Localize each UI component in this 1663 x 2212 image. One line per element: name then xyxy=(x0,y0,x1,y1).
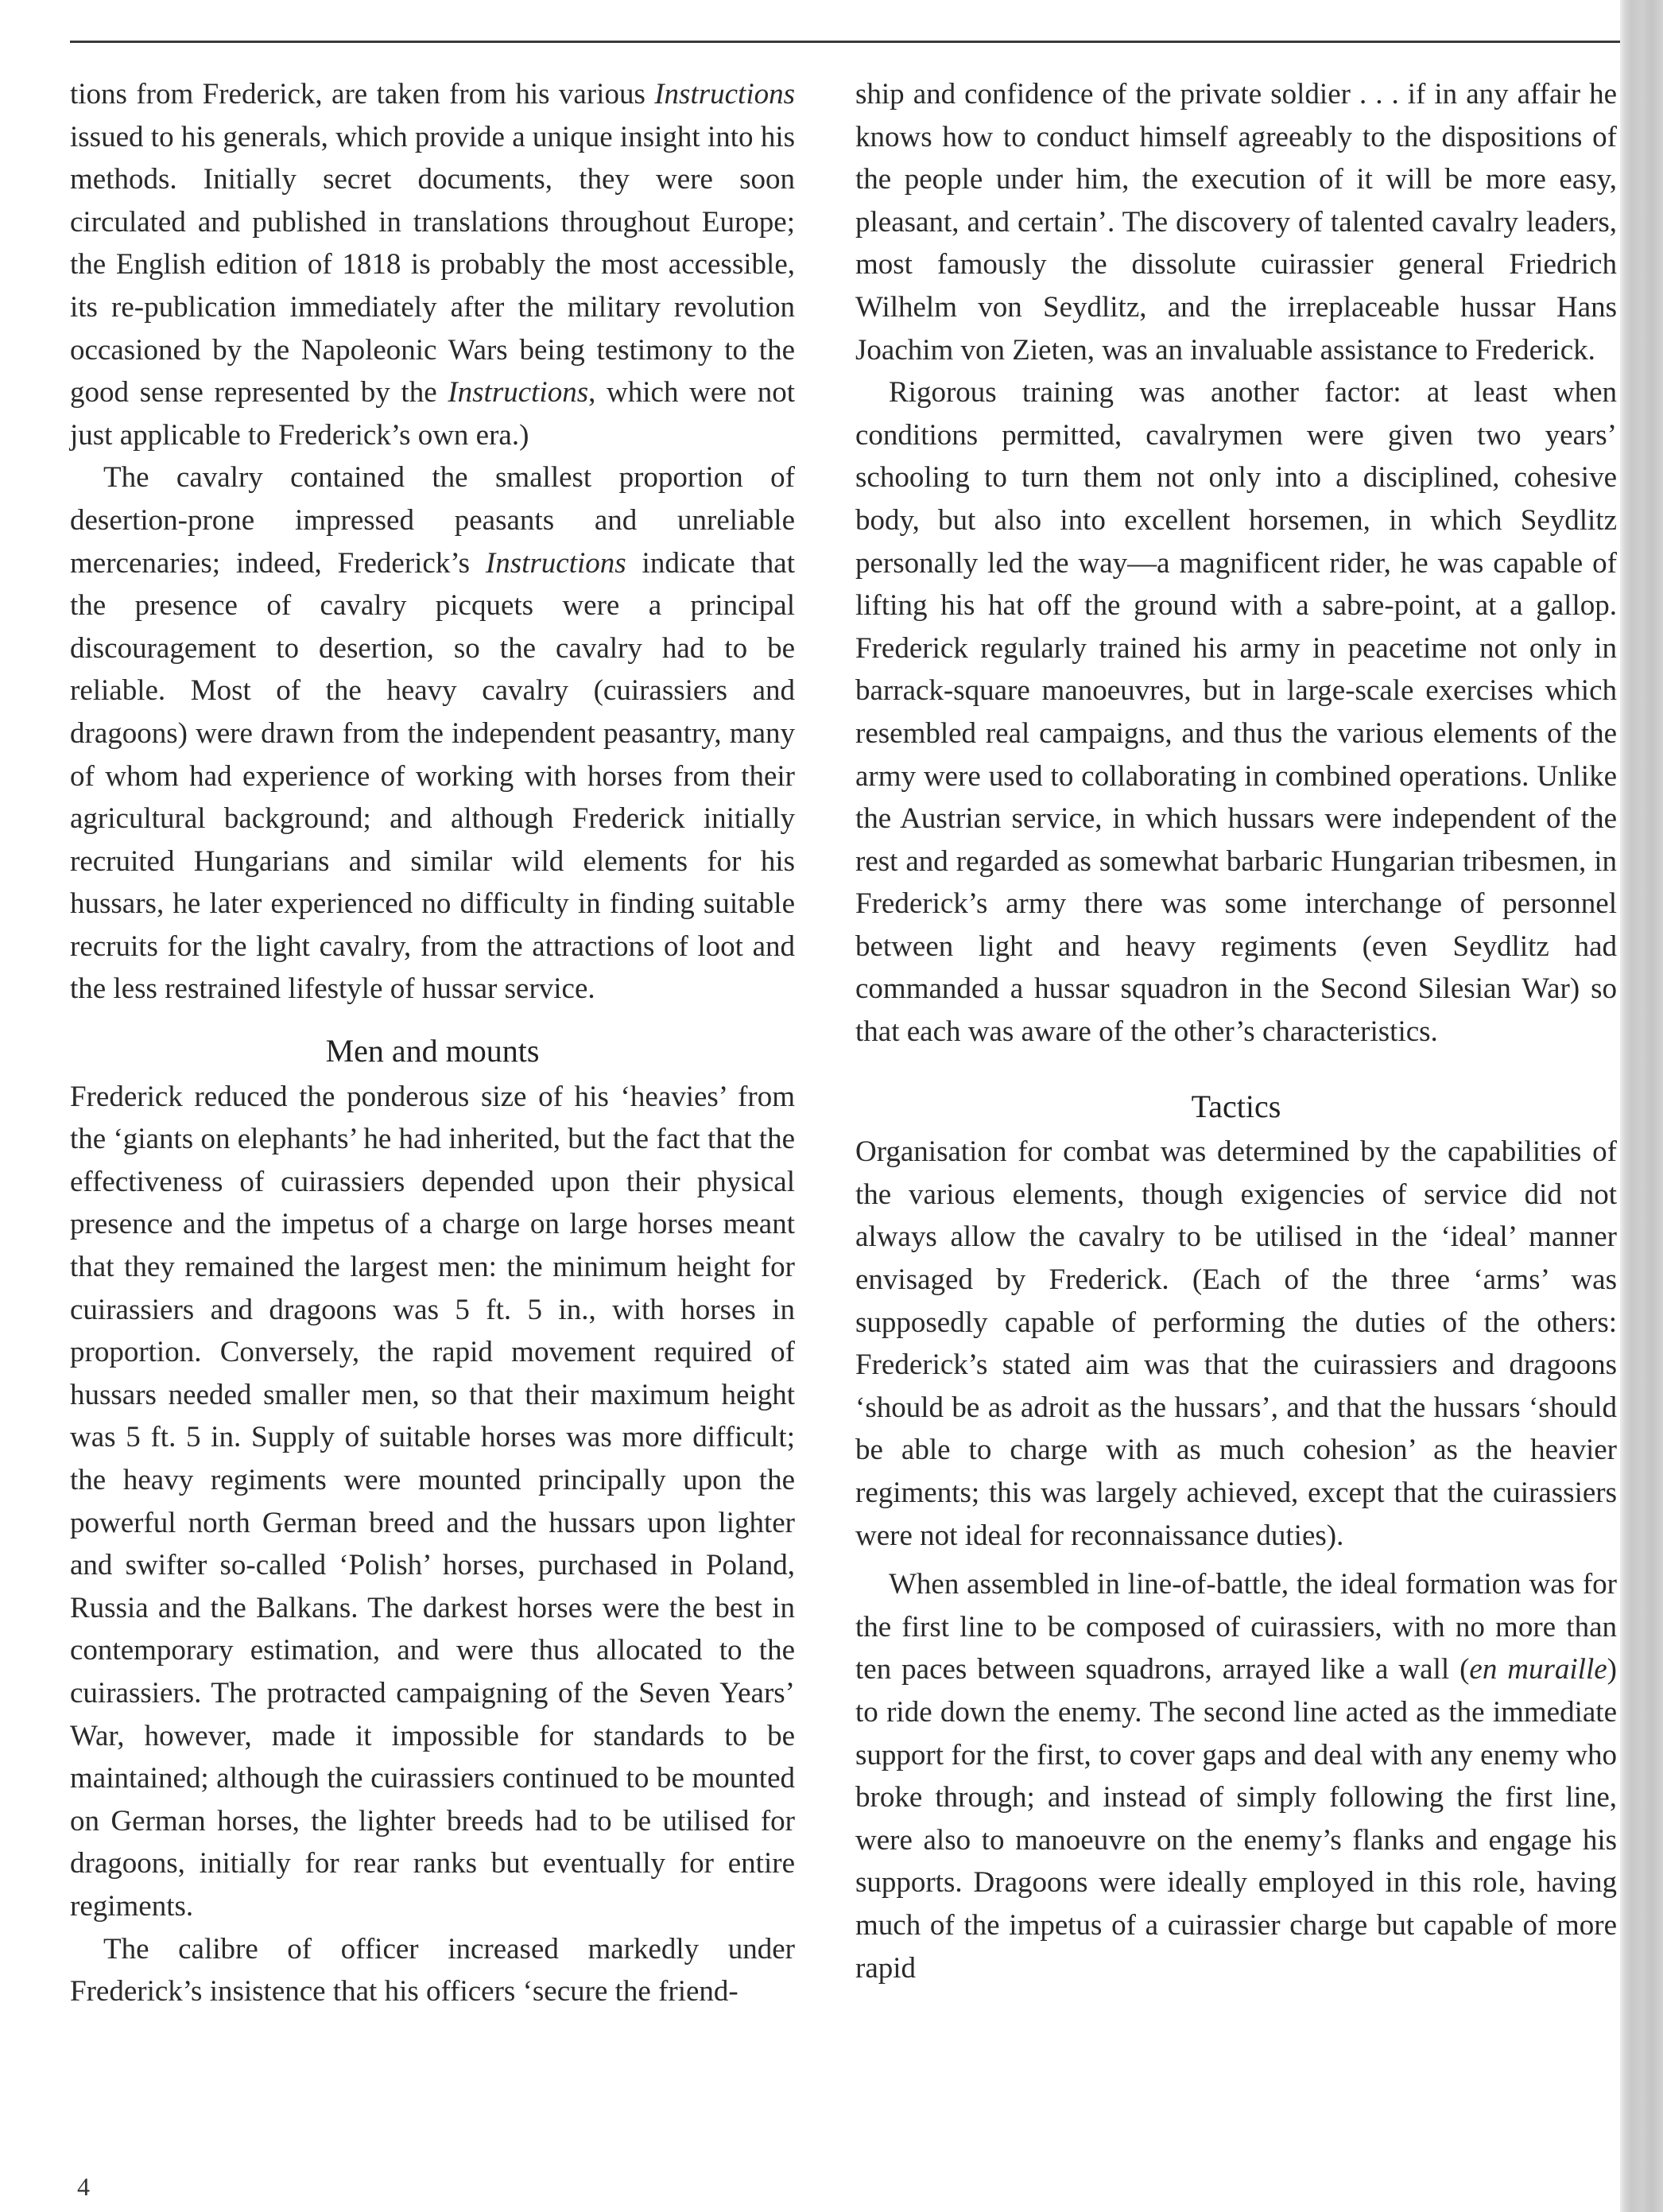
book-gutter-shadow xyxy=(1620,0,1663,2212)
text-run: When assembled in line-of-battle, the ideal formation was for the first line to be composed of cuirassiers, with no more than ten paces between squadrons, arrayed like a wall ( xyxy=(855,1568,1617,1686)
paragraph: ship and confidence of the private soldier . . . if in any affair he knows how to conduct himself agreeably to the dispositions of the people under him, the execution of it will be more easy, pleasant, and certain’. The discovery of talented cavalry leaders, most famously the dissolute cuirassier general Friedrich Wilhelm von Seydlitz, and the irreplaceable hussar Hans Joachim von Zieten, was an invaluable assistance to Frederick. xyxy=(855,78,1617,367)
italic-title: Instructions xyxy=(654,78,795,111)
italic-term: en muraille xyxy=(1469,1653,1607,1686)
paragraph: Organisation for combat was determined by the capabilities of the various elements, though exigencies of service did not always allow the cavalry to be utilised in the ‘ideal’ manner envisaged by Frederick. (Each of the three ‘arms’ was supposedly capable of performing the duties of the others: Frederick’s stated aim was that the cuirassiers and dragoons ‘should be as adroit as the hussars’, and that the hussars ‘should be able to charge with as much cohesion’ as the heavier regiments; this was largely achieved, except that the cuirassiers were not ideal for reconnaissance duties). xyxy=(855,1135,1617,1552)
paragraph: Rigorous training was another factor: at least when conditions permitted, cavalrymen were given two years’ schooling to turn them not only into a disciplined, cohesive body, but also into excellent horsemen, in which Seydlitz personally led the way—a magnificent rider, he was capable of lifting his hat off the ground with a sabre-point, at a gallop. Frederick regularly trained his army in peacetime not only in barrack-square manoeuvres, but in large-scale exercises which resembled real campaigns, and thus the various elements of the army were used to collaborating in combined operations. Unlike the Austrian service, in which hussars were independent of the rest and regarded as somewhat barbaric Hungarian tribesmen, in Frederick’s army there was some interchange of personnel between light and heavy regiments (even Seydlitz had commanded a hussar squadron in the Second Silesian War) so that each was aware of the other’s characteristics. xyxy=(855,376,1617,1049)
text-run: , which were not just applicable to Frederick’s own era.) xyxy=(70,376,796,452)
paragraph: The calibre of officer increased markedly under Frederick’s insistence that his officers ‘secure the friend- xyxy=(70,1932,795,2008)
italic-title: Instructions xyxy=(485,546,626,580)
text-run: issued to his generals, which provide a unique insight into his methods. Initially secret documents, they were soon circulated and published in translations throughout Europe; the English edition of 1818 is probably the most accessible, its re-publication immediately after the military revolution occasioned by the Napoleonic Wars being testimony to the good sense represented by the xyxy=(70,120,795,409)
paragraph xyxy=(70,73,795,456)
text-run: The cavalry contained the smallest proportion of desertion-prone impressed peasants and unreliable mercenaries; indeed, Frederick’s xyxy=(70,461,795,580)
right-column xyxy=(855,73,1617,1989)
header-rule xyxy=(70,41,1620,43)
left-column xyxy=(70,73,795,2013)
paragraph xyxy=(70,456,795,1011)
section-heading-men-and-mounts: Men and mounts xyxy=(325,1033,540,1069)
section-heading-tactics: Tactics xyxy=(1191,1088,1281,1124)
paragraph xyxy=(855,1563,1617,1989)
text-run: ) to ride down the enemy. The second line acted as the immediate support for the first, to cover gaps and deal with any enemy who broke through; and instead of simply following the first line, were also to manoeuvre on the enemy’s flanks and engage his supports. Dragoons were ideally employed in this role, having much of the impetus of a cuirassier charge but capable of more rapid xyxy=(855,1653,1617,1985)
paragraph: Frederick reduced the ponderous size of his ‘heavies’ from the ‘giants on elephants’ he had inherited, but the fact that the effectiveness of cuirassiers depended upon their physical presence and the impetus of a charge on large horses meant that they remained the largest men: the minimum height for cuirassiers and dragoons was 5 ft. 5 in., with horses in proportion. Conversely, the rapid movement required of hussars needed smaller men, so that their maximum height was 5 ft. 5 in. Supply of suitable horses was more difficult; the heavy regiments were mounted principally upon the powerful north German breed and the hussars upon lighter and swifter so-called ‘Polish’ horses, purchased in Poland, Russia and the Balkans. The darkest horses were the best in contemporary estimation, and were thus allocated to the cuirassiers. The protracted campaigning of the Seven Years’ War, however, made it impossible for standards to be maintained; although the cuirassiers continued to be mounted on German horses, the lighter breeds had to be utilised for dragoons, initially for rear ranks but eventually for entire regiments. xyxy=(70,1080,795,1923)
italic-title: Instructions xyxy=(448,376,589,409)
page-number: 4 xyxy=(77,2172,90,2201)
text-run: tions from Frederick, are taken from his various xyxy=(70,78,655,111)
text-run: indicate that the presence of cavalry picquets were a principal discouragement to desertion, so the cavalry had to be reliable. Most of the heavy cavalry (cuirassiers and dragoons) were drawn from the independent peasantry, many of whom had experience of working with horses from their agricultural background; and although Frederick initially recruited Hungarians and similar wild elements for his hussars, he later experienced no difficulty in finding suitable recruits for the light cavalry, from the attractions of loot and the less restrained lifestyle of hussar service. xyxy=(70,546,795,1006)
